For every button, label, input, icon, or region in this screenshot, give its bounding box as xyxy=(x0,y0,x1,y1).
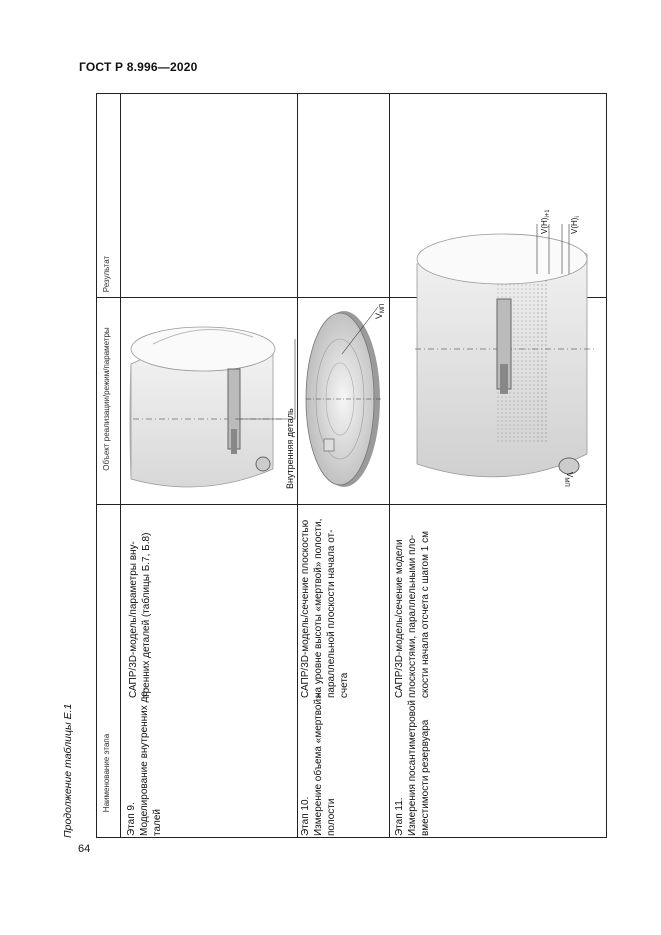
row11-stage-number: Этап 11. xyxy=(394,797,405,836)
column-divider-object xyxy=(97,504,606,505)
row10-object-text: САПР/3D-модель/сечение плоскостью на уровне высоты «мертвой» полости, параллельной плоскости начала от- счета xyxy=(300,518,350,698)
row10-figure-label: $V_{МП}$ xyxy=(374,303,386,319)
row11-stage-text: Измерения посантиметровой вместимости резервуара xyxy=(407,699,431,836)
row10-disk-figure xyxy=(302,299,386,499)
page-number: 64 xyxy=(78,843,91,855)
row9-stage-text: Моделирование внутренних де- талей xyxy=(139,687,163,836)
row9-object-text: САПР/3D-модель/параметры вну- тренних деталей (таблицы Б.7, Б.8) xyxy=(128,532,152,698)
column-header-stage: Наименование этапа xyxy=(102,733,111,813)
row9-tank-figure xyxy=(123,309,295,494)
column-header-object: Объект реализации/режим/параметры xyxy=(102,327,111,471)
row-divider-9-10 xyxy=(297,94,298,837)
row10-stage-number: Этап 10. xyxy=(300,796,311,836)
row9-stage-number: Этап 9. xyxy=(126,802,137,836)
column-header-result: Результат xyxy=(102,255,111,293)
table-continuation-caption: Продолжение таблицы Е.1 xyxy=(62,703,74,838)
row9-figure-label: Внутренняя деталь xyxy=(285,408,295,489)
row10-stage-text: Измерение объема «мертвой» полости xyxy=(313,693,337,836)
row11-label-vhi1: $V(H)_{i+1}$ xyxy=(540,209,551,234)
row11-tank-figure xyxy=(397,204,602,494)
document-header: ГОСТ Р 8.996—2020 xyxy=(79,60,198,74)
row11-label-vmp: $V_{МП}$ xyxy=(563,472,574,487)
row-divider-10-11 xyxy=(389,94,390,837)
header-column-divider xyxy=(120,94,121,837)
row11-object-text: САПР/3D-модель/сечение модели плоскостями, параллельными пло- скости начала отсчета с шагом 1 см xyxy=(394,531,431,698)
row11-label-vhi: $V(H)_i$ xyxy=(570,216,581,234)
table-frame xyxy=(96,93,607,838)
